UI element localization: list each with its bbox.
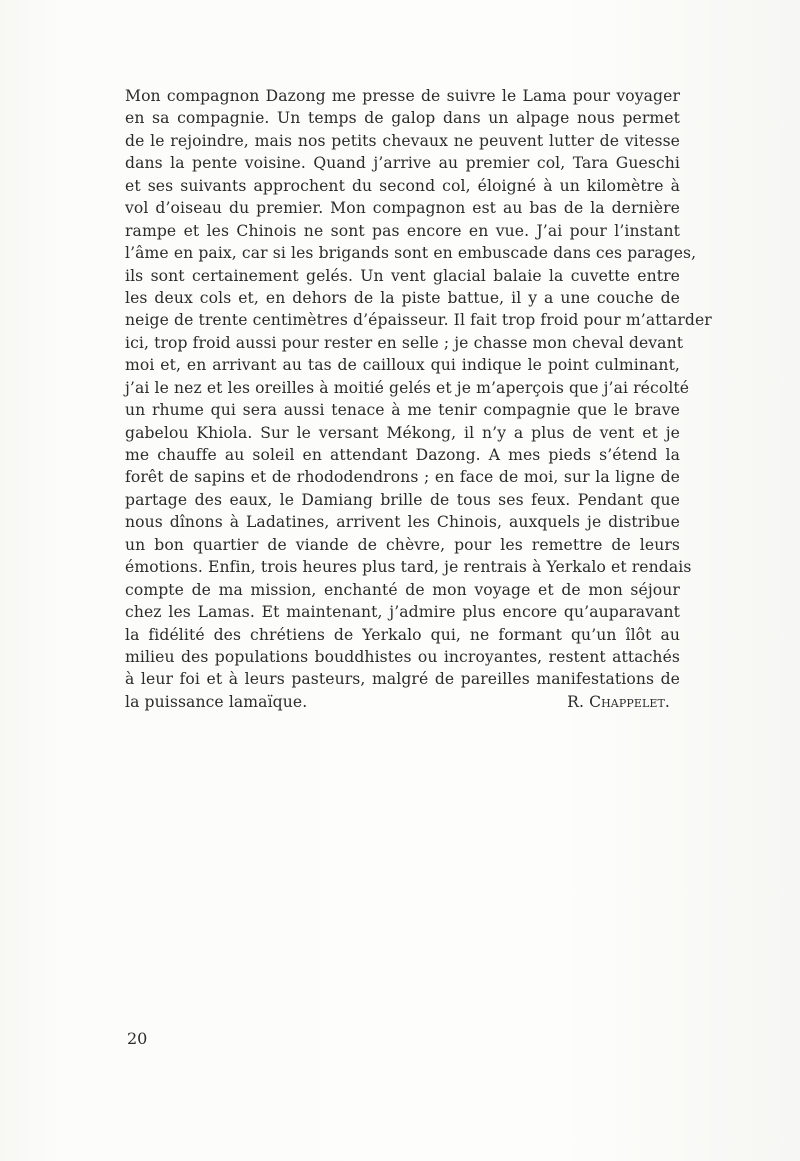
final-line xyxy=(125,691,680,713)
text-line: j’ai le nez et les oreilles à moitié gelés et je m’aperçois que j’ai récolté xyxy=(125,378,690,397)
text-line: vol d’oiseau du premier. Mon compagnon est au bas de la dernière xyxy=(125,199,680,218)
text-line: me chauffe au soleil en attendant Dazong. A mes pieds s’étend la xyxy=(125,446,680,464)
text-line: compte de ma mission, enchanté de mon voyage et de mon séjour xyxy=(125,580,680,599)
text-line: Mon compagnon Dazong me presse de suivre le Lama pour voyager xyxy=(125,87,680,105)
page-number: 20 xyxy=(127,1029,148,1048)
text-line: nous dînons à Ladatines, arrivent les Chinois, auxquels je distribue xyxy=(125,513,680,532)
article-body xyxy=(125,85,712,713)
text-line: les deux cols et, en dehors de la piste battue, il y a une couche de xyxy=(125,288,680,307)
text-line: ici, trop froid aussi pour rester en selle ; je chasse mon cheval devant xyxy=(125,333,684,352)
text-line: ils sont certainement gelés. Un vent glacial balaie la cuvette entre xyxy=(125,266,680,285)
text-line: un rhume qui sera aussi tenace à me tenir compagnie que le brave xyxy=(125,401,680,420)
text-line: l’âme en paix, car si les brigands sont en embuscade dans ces parages, xyxy=(125,244,697,263)
text-line: partage des eaux, le Damiang brille de tous ses feux. Pendant que xyxy=(125,490,680,509)
text-line: milieu des populations bouddhistes ou incroyantes, restent attachés xyxy=(125,647,680,666)
text-line: rampe et les Chinois ne sont pas encore en vue. J’ai pour l’instant xyxy=(125,221,680,240)
text-line: neige de trente centimètres d’épaisseur. Il fait trop froid pour m’attarder xyxy=(125,311,712,330)
text-line: un bon quartier de viande de chèvre, pour les remettre de leurs xyxy=(125,535,680,554)
text-line: la fidélité des chrétiens de Yerkalo qui, ne formant qu’un îlôt au xyxy=(125,625,680,644)
text-line: de le rejoindre, mais nos petits chevaux ne peuvent lutter de vitesse xyxy=(125,131,680,150)
text-line: gabelou Khiola. Sur le versant Mékong, il n’y a plus de vent et je xyxy=(125,423,680,442)
text-line: et ses suivants approchent du second col, éloigné à un kilomètre à xyxy=(125,176,680,195)
author-signature: R. Chappelet. xyxy=(567,692,670,711)
final-line-text: la puissance lamaïque. xyxy=(125,692,308,711)
text-line: à leur foi et à leurs pasteurs, malgré de pareilles manifestations de xyxy=(125,670,680,689)
text-line: dans la pente voisine. Quand j’arrive au premier col, Tara Gueschi xyxy=(125,154,680,173)
text-line: en sa compagnie. Un temps de galop dans un alpage nous permet xyxy=(125,109,680,128)
text-line: émotions. Enfin, trois heures plus tard, je rentrais à Yerkalo et rendais xyxy=(125,558,692,577)
text-line: moi et, en arrivant au tas de cailloux qui indique le point culminant, xyxy=(125,356,680,375)
text-line: chez les Lamas. Et maintenant, j’admire plus encore qu’auparavant xyxy=(125,603,680,622)
text-line: forêt de sapins et de rhododendrons ; en face de moi, sur la ligne de xyxy=(125,468,680,487)
